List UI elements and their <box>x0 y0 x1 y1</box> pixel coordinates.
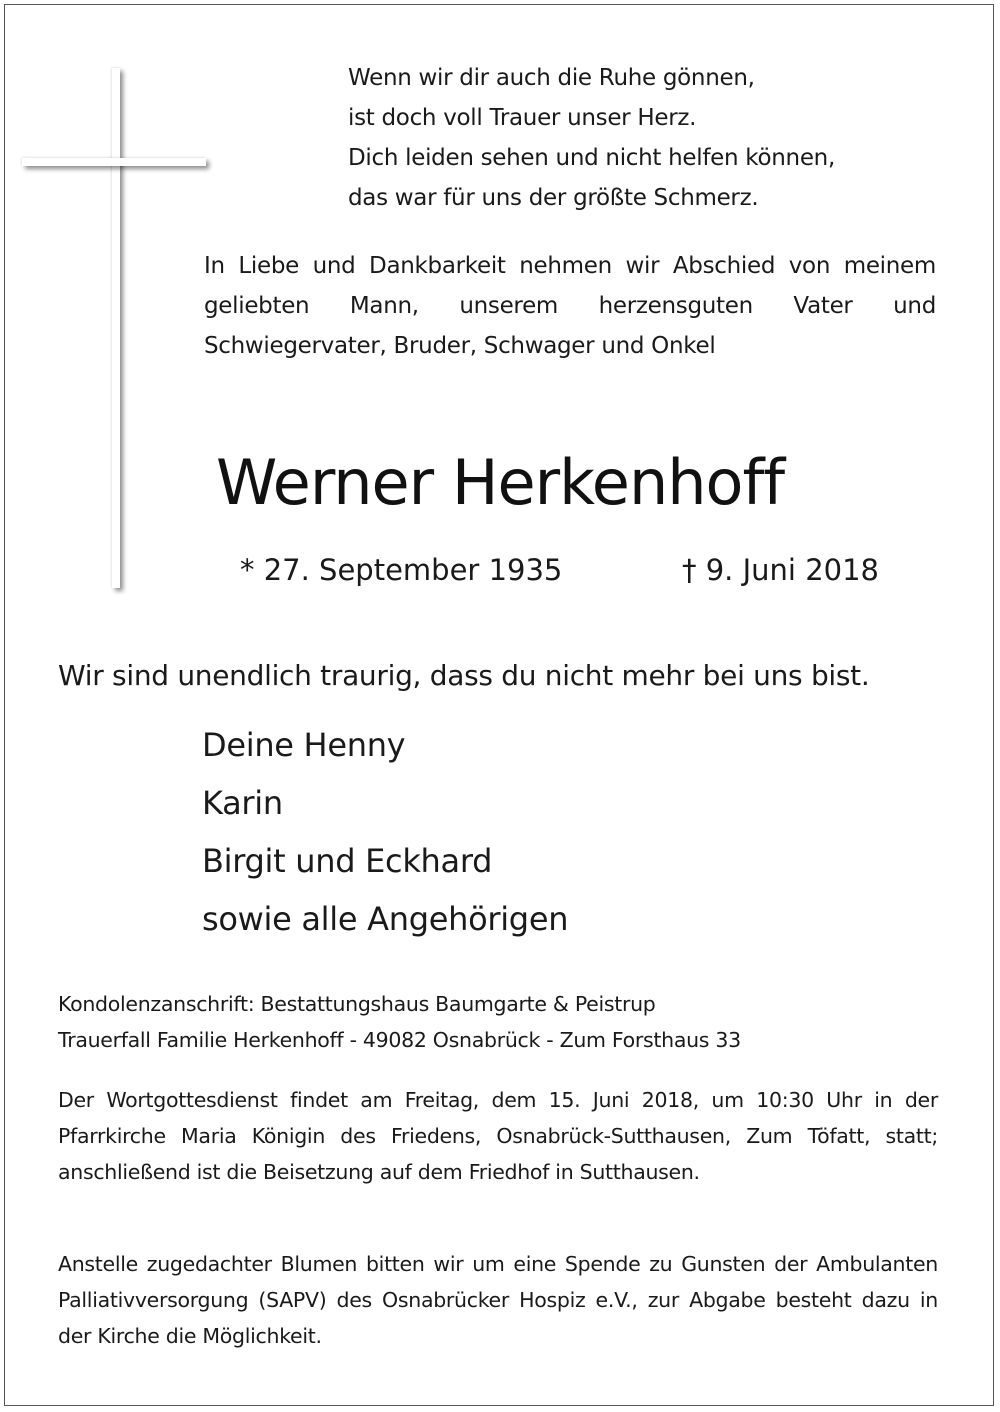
cross-horizontal-beam <box>22 158 206 166</box>
condolence-line: Trauerfall Familie Herkenhoff - 49082 Osnabrück - Zum Forsthaus 33 <box>58 1028 741 1052</box>
service-info: Der Wortgottesdienst findet am Freitag, dem 15. Juni 2018, um 10:30 Uhr in der Pfarrkirche Maria Königin des Friedens, Osnabrück-Sutthausen, Zum Töfatt, statt; anschließend ist die Beisetzung auf dem Friedhof in Sutthausen. <box>58 1088 938 1184</box>
mourning-line: Wir sind unendlich traurig, dass du nicht mehr bei uns bist. <box>58 659 870 692</box>
poem-line: Dich leiden sehen und nicht helfen können, <box>348 145 835 171</box>
condolence-line: Kondolenzanschrift: Bestattungshaus Baumgarte & Peistrup <box>58 992 656 1016</box>
family-member: Deine Henny <box>202 726 406 764</box>
condolence-address <box>58 986 938 1058</box>
poem-line: ist doch voll Trauer unser Herz. <box>348 105 697 131</box>
family-member: sowie alle Angehörigen <box>202 900 569 938</box>
intro-text: In Liebe und Dankbarkeit nehmen wir Abschied von meinem geliebten Mann, unserem herzensguten Vater und Schwiegervater, Bruder, Schwager und Onkel <box>204 253 936 359</box>
donation-info: Anstelle zugedachter Blumen bitten wir um eine Spende zu Gunsten der Ambulanten Palliativversorgung (SAPV) des Osnabrücker Hospiz e.V., zur Abgabe besteht dazu in der Kirche die Möglichkeit. <box>58 1252 938 1348</box>
deceased-name: Werner Herkenhoff <box>216 446 785 519</box>
cross-vertical-beam <box>112 68 120 588</box>
poem-line: das war für uns der größte Schmerz. <box>348 185 759 211</box>
family-signatures <box>202 716 568 948</box>
family-member: Birgit und Eckhard <box>202 842 493 880</box>
birth-date: * 27. September 1935 <box>240 553 563 587</box>
poem <box>348 58 968 218</box>
poem-line: Wenn wir dir auch die Ruhe gönnen, <box>348 65 755 91</box>
death-date: † 9. Juni 2018 <box>682 553 879 587</box>
family-member: Karin <box>202 784 283 822</box>
